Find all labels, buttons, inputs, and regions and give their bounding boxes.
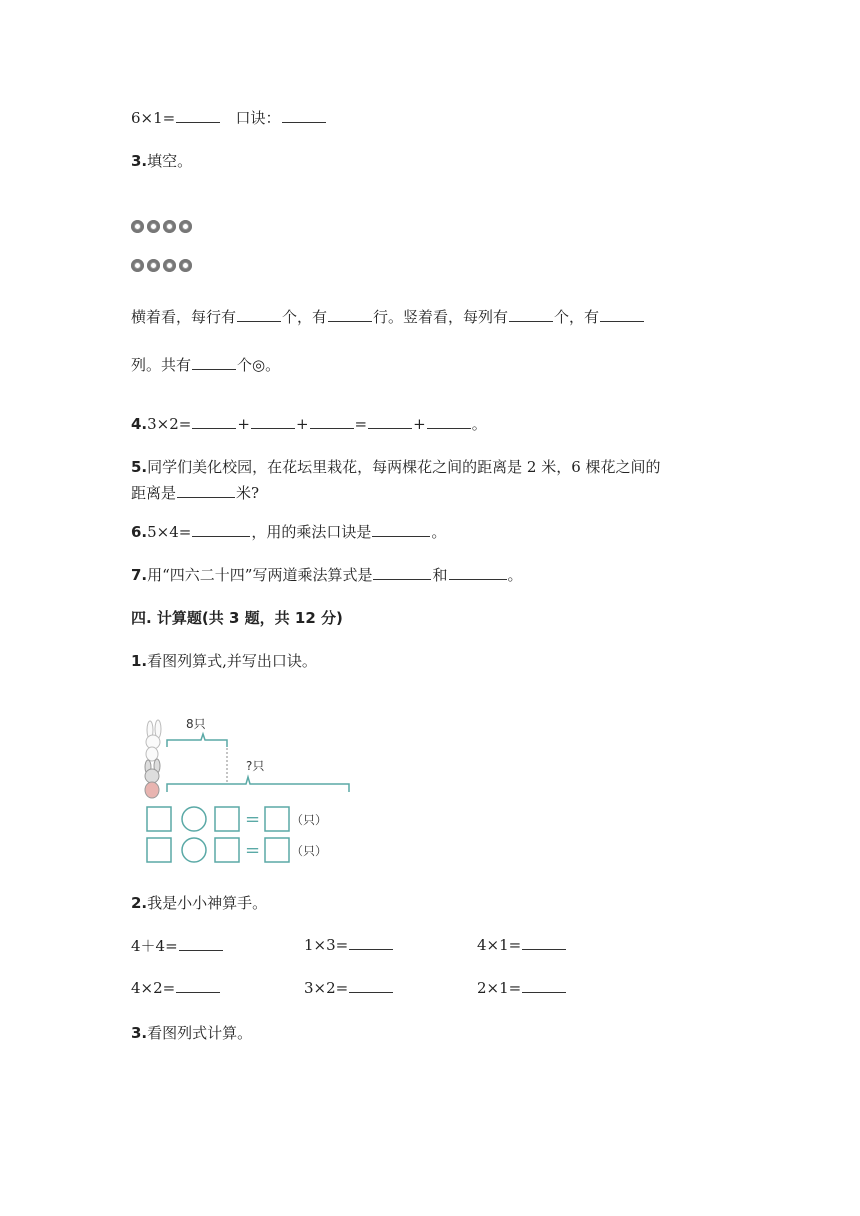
answer-blank[interactable] — [282, 108, 326, 123]
text: = — [354, 415, 368, 433]
q6 — [131, 521, 446, 542]
text: 看图列式计算。 — [147, 1024, 253, 1042]
calc-expression: 3×2= — [304, 979, 349, 997]
answer-blank[interactable] — [237, 307, 281, 322]
text: 3×2= — [147, 415, 192, 433]
text: + — [237, 415, 250, 433]
answer-blank[interactable] — [251, 414, 295, 429]
answer-blank[interactable] — [509, 307, 553, 322]
text: 行。竖着看，每列有 — [373, 308, 509, 326]
ring-icon — [131, 259, 144, 272]
answer-box — [147, 807, 171, 831]
question-number: 2. — [131, 894, 148, 912]
text: 。 — [507, 566, 523, 584]
answer-blank[interactable] — [522, 978, 566, 993]
calc-expression: 2×1= — [477, 979, 522, 997]
q7 — [131, 564, 523, 585]
text: 距离是 — [131, 484, 177, 502]
ring-icon — [179, 259, 192, 272]
answer-blank[interactable] — [427, 414, 471, 429]
operator-circle — [182, 807, 206, 831]
ring-row-1 — [131, 220, 192, 233]
calc-item — [131, 978, 221, 997]
question-text: 填空。 — [147, 152, 193, 170]
q5-line2 — [131, 482, 259, 503]
question-number: 5. — [131, 458, 148, 476]
top-line — [131, 107, 327, 128]
text: 个，有 — [282, 308, 328, 326]
operator-circle — [182, 838, 206, 862]
ring-icon — [147, 220, 160, 233]
answer-blank[interactable] — [176, 108, 220, 123]
text: 个，有 — [554, 308, 600, 326]
question-number: 1. — [131, 652, 148, 670]
text: ，用的乘法口诀是 — [251, 523, 372, 541]
top-label: 口诀： — [235, 109, 281, 127]
top-brace — [167, 734, 227, 747]
answer-blank[interactable] — [176, 978, 220, 993]
answer-blank[interactable] — [192, 414, 236, 429]
text: 。 — [471, 415, 487, 433]
q4 — [131, 413, 487, 434]
answer-blank[interactable] — [449, 565, 507, 580]
calc-item — [131, 935, 224, 956]
answer-box — [265, 838, 289, 862]
answer-blank[interactable] — [192, 355, 236, 370]
answer-blank[interactable] — [373, 565, 431, 580]
gray-rabbit-icon — [145, 759, 160, 798]
text: + — [295, 415, 309, 433]
calc-expression: 4×1= — [477, 936, 522, 954]
answer-box — [215, 807, 239, 831]
bottom-brace — [167, 777, 349, 792]
answer-box — [215, 838, 239, 862]
answer-blank[interactable] — [310, 414, 354, 429]
answer-box — [147, 838, 171, 862]
answer-blank[interactable] — [522, 935, 566, 950]
c3 — [131, 1022, 252, 1043]
answer-box — [265, 807, 289, 831]
c2 — [131, 892, 267, 913]
answer-blank[interactable] — [328, 307, 372, 322]
question-number: 6. — [131, 523, 148, 541]
calc-item — [304, 978, 394, 997]
ring-icon — [147, 259, 160, 272]
rabbit-diagram — [131, 712, 361, 867]
text: 。 — [431, 523, 447, 541]
question-number: 3. — [131, 152, 148, 170]
answer-blank[interactable] — [192, 522, 250, 537]
mid-label: ?只 — [246, 759, 265, 773]
ring-icon — [163, 259, 176, 272]
calc-expression: 1×3= — [304, 936, 349, 954]
white-rabbit-icon — [146, 720, 161, 761]
equals-sign: = — [245, 840, 261, 861]
calc-item — [477, 978, 567, 997]
text: 我是小小神算手。 — [147, 894, 268, 912]
question-number: 4. — [131, 415, 148, 433]
question-number: 7. — [131, 566, 148, 584]
question-number: 3. — [131, 1024, 148, 1042]
answer-blank[interactable] — [368, 414, 412, 429]
ring-icon — [163, 220, 176, 233]
answer-blank[interactable] — [179, 936, 223, 951]
q3-title — [131, 150, 192, 171]
unit-label: （只） — [291, 813, 328, 827]
calc-expression: 4×2= — [131, 979, 176, 997]
text: 列。共有 — [131, 356, 192, 374]
text: 同学们美化校园，在花坛里栽花，每两棵花之间的距离是 2 米，6 棵花之间的 — [147, 458, 661, 476]
top-label: 8只 — [186, 717, 206, 731]
section-heading: 四. 计算题(共 3 题，共 12 分) — [131, 609, 343, 627]
q3-line1 — [131, 306, 645, 327]
q3-line2 — [131, 354, 280, 375]
text: 用“四六二十四”写两道乘法算式是 — [147, 566, 373, 584]
top-equation: 6×1= — [131, 109, 176, 127]
answer-blank[interactable] — [372, 522, 430, 537]
c1 — [131, 650, 317, 671]
equals-sign: = — [245, 809, 261, 830]
ring-icon — [131, 220, 144, 233]
ring-icon — [179, 220, 192, 233]
calc-item — [477, 935, 567, 954]
answer-blank[interactable] — [177, 483, 235, 498]
text: 米? — [236, 484, 260, 502]
text: 个◎。 — [237, 356, 281, 374]
ring-row-2 — [131, 259, 192, 272]
text: + — [413, 415, 426, 433]
calc-item — [304, 935, 394, 954]
answer-blank[interactable] — [349, 978, 393, 993]
answer-blank[interactable] — [349, 935, 393, 950]
text: 看图列算式,并写出口诀。 — [147, 652, 317, 670]
q5-line1 — [131, 456, 661, 477]
text: 5×4= — [147, 523, 192, 541]
text: 和 — [432, 566, 448, 584]
calc-expression: 4＋4= — [131, 937, 178, 955]
text: 横着看，每行有 — [131, 308, 237, 326]
unit-label: （只） — [291, 844, 328, 858]
answer-blank[interactable] — [600, 307, 644, 322]
